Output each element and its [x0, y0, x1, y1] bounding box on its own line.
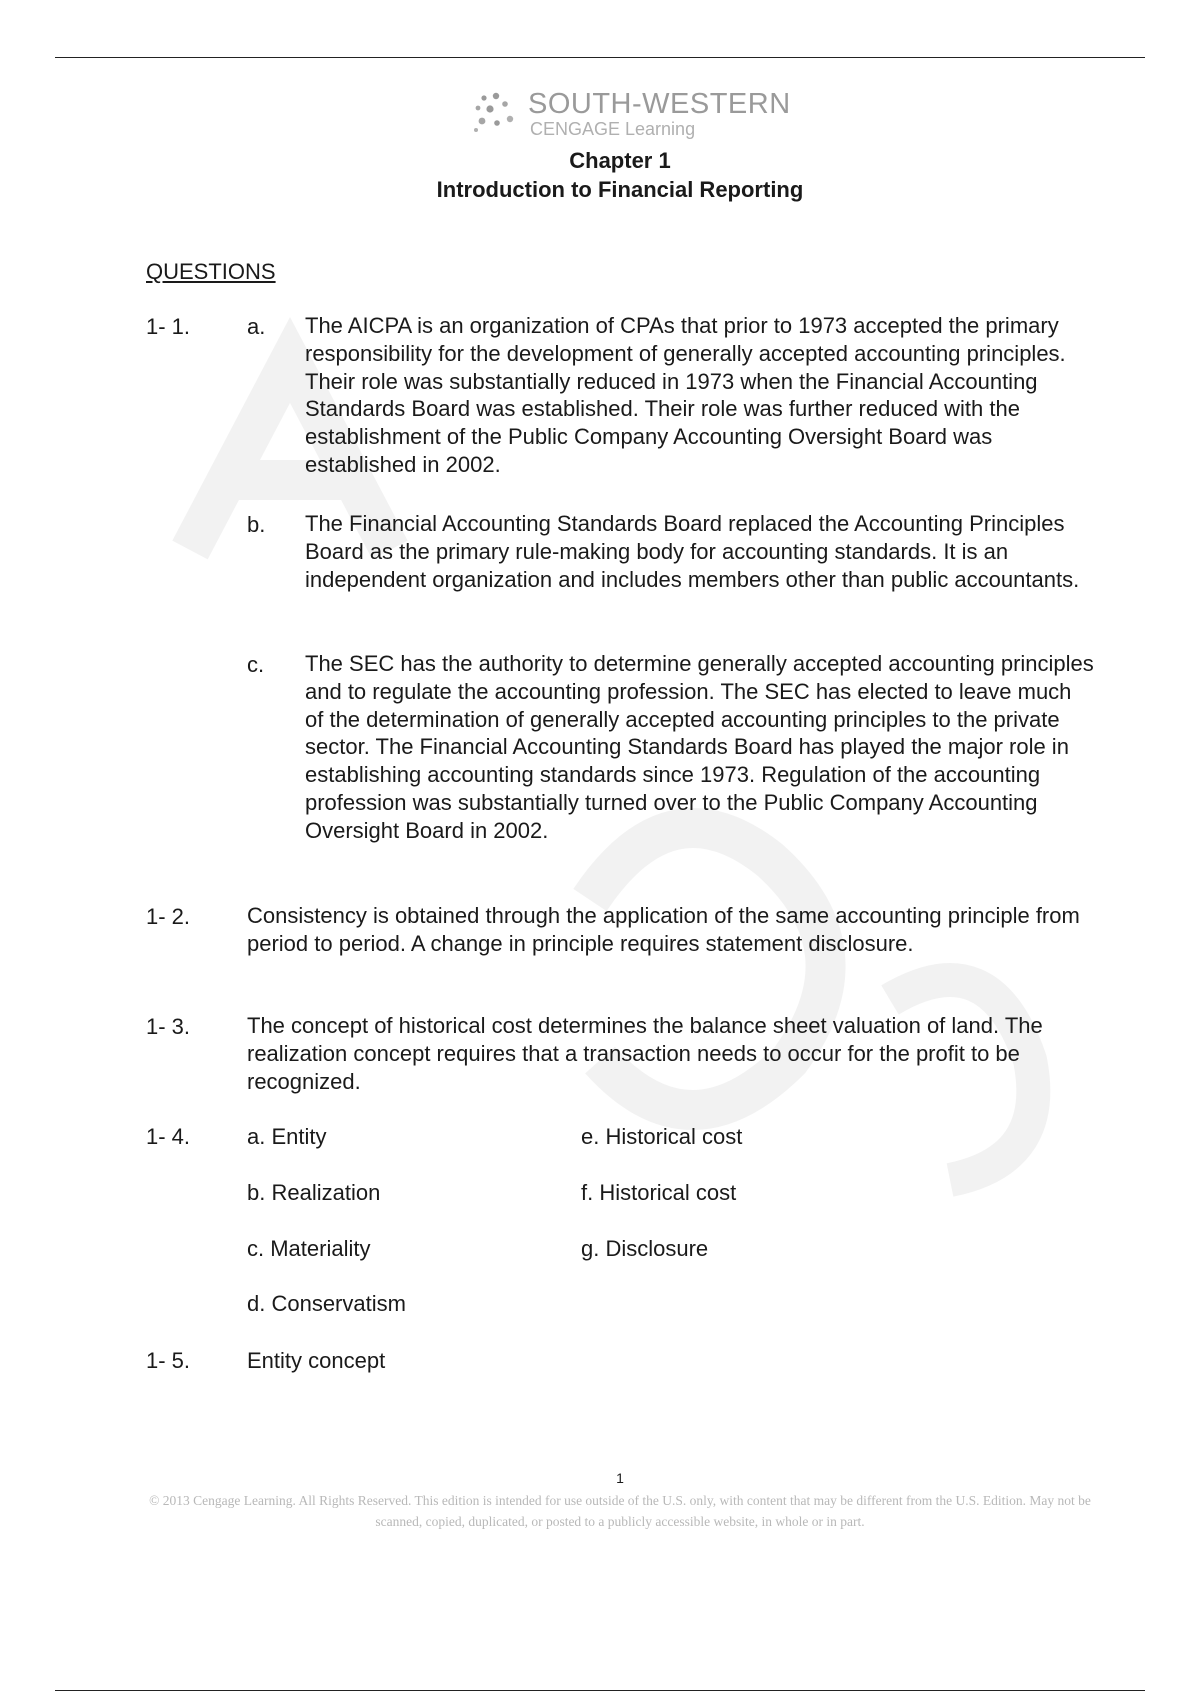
chapter-label: Chapter 1 [569, 148, 671, 173]
brand-name: SOUTH-WESTERN [528, 88, 791, 120]
chapter-heading [0, 146, 1200, 204]
question-number: 1- 3. [146, 1014, 191, 1039]
answer-term: e. Historical cost [581, 1124, 743, 1149]
page-number: 1 [616, 1470, 624, 1486]
answer-text: The concept of historical cost determines the balance sheet valuation of land. The realization concept requires that a transaction needs to occur for the profit to be recognized. [247, 1013, 1043, 1094]
answer-term: d. Conservatism [247, 1291, 406, 1316]
answer-text: Consistency is obtained through the application of the same accounting principle from period to period. A change in principle requires statement disclosure. [247, 903, 1080, 956]
part-letter: a. [247, 314, 266, 339]
answer-term: g. Disclosure [581, 1236, 709, 1261]
bottom-rule [55, 1690, 1145, 1691]
cengage-logo-icon [470, 92, 522, 138]
answer-term: b. Realization [247, 1180, 381, 1205]
part-answer-text: The AICPA is an organization of CPAs that prior to 1973 accepted the primary responsibility for the development of generally accepted accounting principles. Their role was substantially reduced in 1973 when the Financial Accounting Standards Board was established. Their role was further reduced with the establishment of the Public Company Accounting Oversight Board was established in 2002. [305, 313, 1066, 477]
part-answer-text: The SEC has the authority to determine generally accepted accounting principles and to regulate the accounting profession. The SEC has elected to leave much of the determination of generally accepted accounting principles to the private sector. The Financial Accounting Standards Board has played the major role in establishing accounting standards since 1973. Regulation of the accounting profession was substantially turned over to the Public Company Accounting Oversight Board in 2002. [305, 651, 1094, 843]
part-answer-text: The Financial Accounting Standards Board replaced the Accounting Principles Board as the primary rule-making body for accounting standards. It is an independent organization and includes members other than public accountants. [305, 511, 1080, 592]
chapter-title: Introduction to Financial Reporting [436, 177, 804, 202]
question-number: 1- 5. [146, 1348, 191, 1373]
question-number: 1- 1. [146, 314, 191, 339]
brand-subtitle: CENGAGE Learning [530, 119, 696, 139]
section-heading: QUESTIONS [146, 259, 276, 284]
question-number: 1- 2. [146, 904, 191, 929]
answer-term: a. Entity [247, 1124, 327, 1149]
answer-term: f. Historical cost [581, 1180, 737, 1205]
part-letter: b. [247, 512, 266, 537]
copyright-notice: © 2013 Cengage Learning. All Rights Reserved. This edition is intended for use outside of the U.S. only, with content that may be different from the U.S. Edition. May not be scanned, copied, duplicated, or posted to a publicly accessible website, in whole or in part. [149, 1493, 1091, 1529]
answer-term: c. Materiality [247, 1236, 371, 1261]
top-rule [55, 57, 1145, 58]
publisher-logo [470, 88, 790, 144]
answer-text: Entity concept [247, 1348, 386, 1373]
question-number: 1- 4. [146, 1124, 191, 1149]
part-letter: c. [247, 652, 265, 677]
